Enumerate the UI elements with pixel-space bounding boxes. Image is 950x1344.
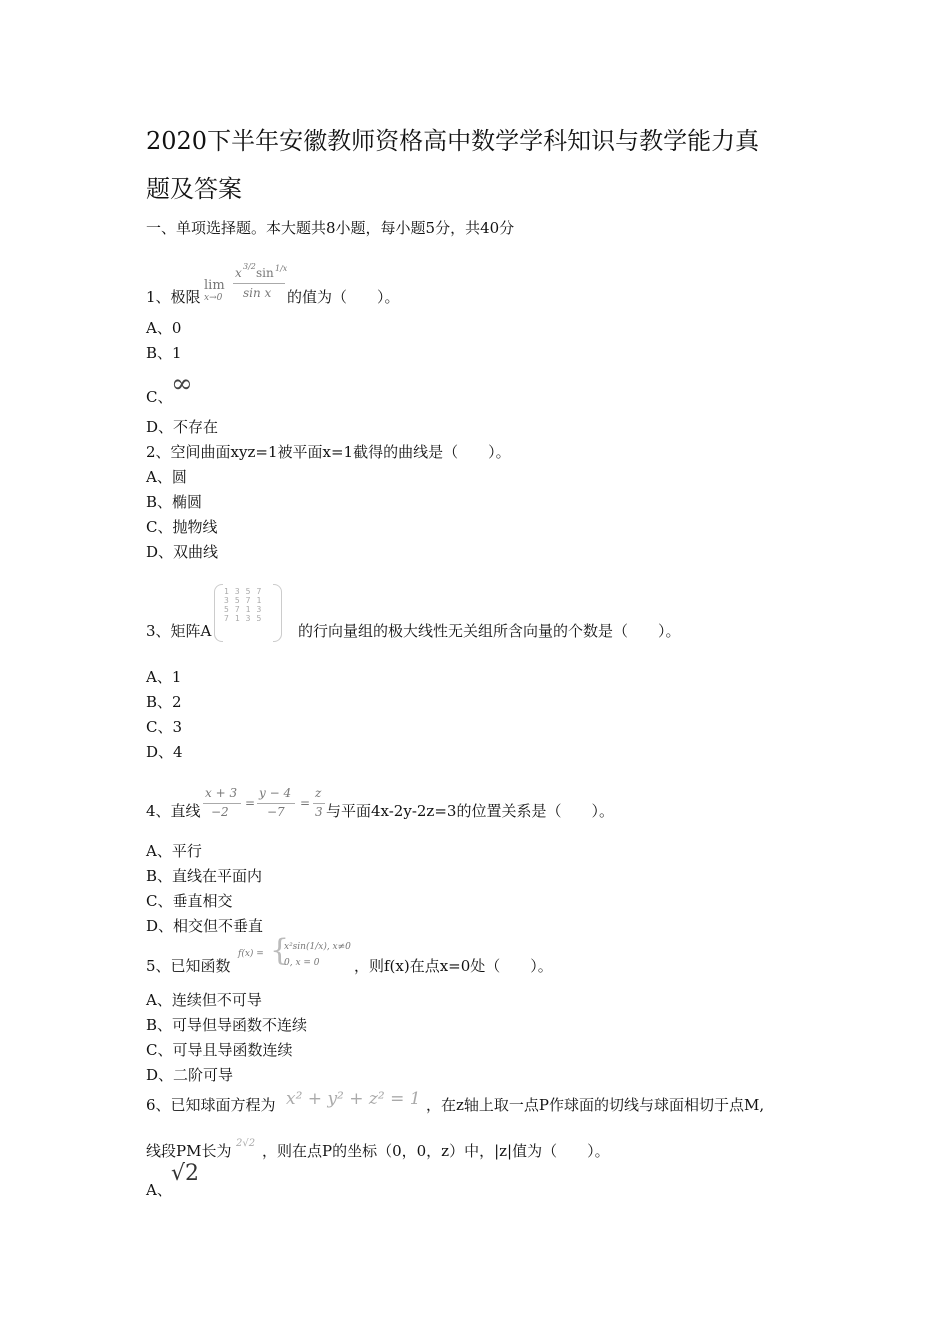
q4-option-d: D、相交但不垂直 — [146, 917, 264, 935]
q3-option-c: C、3 — [146, 718, 183, 736]
matrix-cell: 1 — [224, 587, 229, 596]
q4-option-a: A、平行 — [146, 842, 202, 860]
matrix-cell: 3 — [224, 596, 229, 605]
q4-frac3-num: z — [315, 786, 322, 800]
q1-prefix: 1、极限 — [146, 288, 201, 306]
q5-case2: 0, x = 0 — [284, 958, 320, 968]
matrix-cell: 5 — [234, 596, 240, 605]
q4-frac3-bar — [313, 803, 325, 804]
matrix-grid — [221, 587, 264, 623]
matrix-right-paren — [273, 584, 282, 642]
matrix-cell: 5 — [256, 614, 262, 623]
q5-piecewise-function — [236, 933, 356, 976]
q4-suffix: 与平面4x-2y-2z=3的位置关系是（ ）。 — [326, 802, 614, 820]
q1-option-d: D、不存在 — [146, 418, 219, 436]
matrix-cell: 1 — [234, 614, 240, 623]
q6-line1-suffix: ，在z轴上取一点P作球面的切线与球面相切于点M, — [426, 1096, 765, 1114]
q3-suffix: 的行向量组的极大线性无关组所含向量的个数是（ ）。 — [298, 622, 681, 640]
q5-option-a: A、连续但不可导 — [146, 991, 262, 1009]
q5-case1: x²sin(1/x), x≠0 — [284, 942, 351, 952]
q6-line2-prefix: 线段PM长为 — [146, 1142, 232, 1160]
q1-lim: lim — [204, 278, 225, 293]
q4-frac2-num: y − 4 — [259, 786, 292, 800]
q4-option-b: B、直线在平面内 — [146, 867, 263, 885]
q5-suffix: ，则f(x)在点x=0处（ ）。 — [354, 957, 553, 975]
q4-eq2: = — [300, 796, 311, 810]
q5-option-b: B、可导但导函数不连续 — [146, 1016, 308, 1034]
matrix-cell: 7 — [256, 587, 262, 596]
q6-line2-suffix: ，则在点P的坐标（0，0，z）中，|z|值为（ ）。 — [262, 1142, 610, 1160]
q3-option-d: D、4 — [146, 743, 183, 761]
q1-lim-sub: x→0 — [204, 293, 223, 303]
sqrt-two: √2 — [171, 1161, 200, 1186]
q1-num-base: x — [235, 266, 242, 280]
q4-option-c: C、垂直相交 — [146, 892, 233, 910]
q3-option-a: A、1 — [146, 668, 182, 686]
q4-frac1-den: −2 — [211, 805, 229, 819]
q5-f-label: f(x) = — [238, 949, 264, 959]
doc-title-line1: 2020下半年安徽教师资格高中数学学科知识与教学能力真 — [146, 127, 760, 155]
q2-option-b: B、椭圆 — [146, 493, 203, 511]
q1-suffix: 的值为（ ）。 — [287, 288, 400, 306]
q2-option-a: A、圆 — [146, 468, 187, 486]
q3-option-b: B、2 — [146, 693, 182, 711]
q4-prefix: 4、直线 — [146, 802, 201, 820]
matrix-cell: 3 — [234, 587, 240, 596]
matrix-cell: 7 — [224, 614, 229, 623]
q4-frac1-bar — [203, 803, 241, 804]
q1-option-b: B、1 — [146, 344, 182, 362]
q2-option-d: D、双曲线 — [146, 543, 219, 561]
q2-stem: 2、空间曲面xyz=1被平面x=1截得的曲线是（ ）。 — [146, 443, 511, 461]
q4-frac2-bar — [257, 803, 295, 804]
q3-prefix: 3、矩阵A — [146, 622, 212, 640]
q4-frac2-den: −7 — [267, 805, 285, 819]
q1-option-c: C、 — [146, 388, 173, 406]
matrix-cell: 1 — [245, 605, 251, 614]
q1-fraction-bar — [233, 283, 285, 284]
q6-option-a: A、 — [146, 1181, 172, 1199]
brace-icon: { — [270, 933, 290, 968]
matrix-cell: 1 — [256, 596, 262, 605]
q4-frac1-num: x + 3 — [205, 786, 238, 800]
q6-sphere-equation: x² + y² + z² = 1 — [286, 1089, 421, 1109]
section-heading: 一、单项选择题。本大题共8小题，每小题5分，共40分 — [146, 219, 515, 237]
matrix-cell: 5 — [224, 605, 229, 614]
matrix-cell: 7 — [234, 605, 240, 614]
q1-option-a: A、0 — [146, 319, 182, 337]
matrix-cell: 5 — [245, 587, 251, 596]
q3-matrix — [214, 584, 282, 642]
doc-title-line2: 题及答案 — [146, 175, 242, 203]
infinity-symbol: ∞ — [171, 369, 193, 399]
q5-prefix: 5、已知函数 — [146, 957, 231, 975]
q1-limit-formula — [203, 262, 287, 306]
q6-pm-length: 2√2 — [236, 1138, 256, 1149]
q1-num-exp: 3/2 — [243, 262, 256, 271]
matrix-cell: 7 — [245, 596, 251, 605]
q1-num-sin: sin — [256, 266, 274, 280]
q2-option-c: C、抛物线 — [146, 518, 218, 536]
q5-option-d: D、二阶可导 — [146, 1066, 234, 1084]
q6-line1-prefix: 6、已知球面方程为 — [146, 1096, 276, 1114]
matrix-cell: 3 — [256, 605, 262, 614]
q1-denominator: sin x — [243, 286, 272, 300]
q1-num-arg: 1/x — [275, 264, 288, 273]
q4-line-equation — [201, 784, 325, 824]
q4-eq1: = — [245, 796, 256, 810]
matrix-cell: 3 — [245, 614, 251, 623]
q4-frac3-den: 3 — [315, 805, 323, 819]
q5-option-c: C、可导且导函数连续 — [146, 1041, 293, 1059]
